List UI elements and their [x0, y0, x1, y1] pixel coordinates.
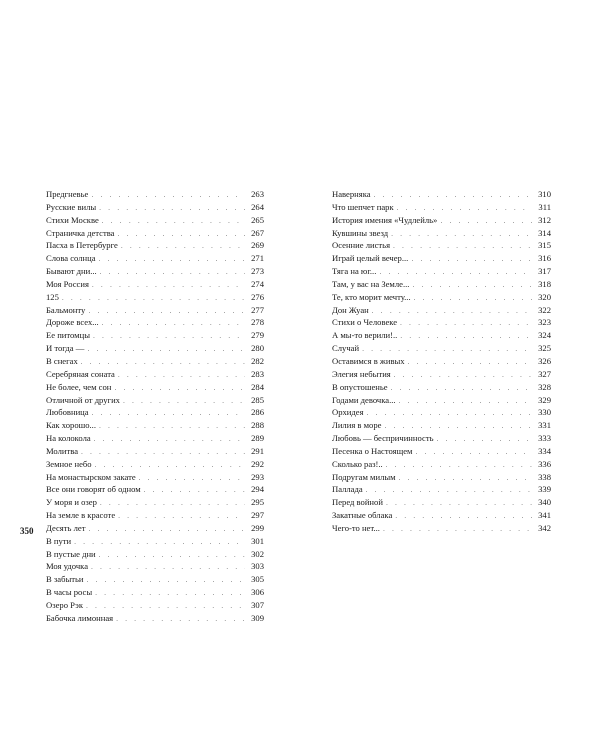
- toc-entry-page: 301: [251, 535, 264, 546]
- toc-entry-title: Дороже всех...: [46, 317, 99, 328]
- toc-entry-title: Случай: [332, 343, 360, 354]
- dot-leader: [408, 357, 532, 370]
- toc-entry-page: 306: [251, 587, 264, 598]
- toc-entry-title: Паллада: [332, 484, 363, 495]
- toc-entry: [46, 214, 264, 227]
- dot-leader: [399, 396, 532, 409]
- toc-entry-title: На земле в красоте: [46, 510, 116, 521]
- toc-entry-title: Стихи о Человеке: [332, 317, 398, 328]
- toc-entry: [332, 278, 551, 291]
- toc-entry-title: У моря и озер: [46, 497, 97, 508]
- toc-entry: [332, 419, 551, 432]
- dot-leader: [91, 562, 245, 575]
- toc-entry: [332, 432, 551, 445]
- dot-leader: [415, 447, 532, 460]
- toc-entry-title: Бывают дни...: [46, 266, 97, 277]
- toc-entry-page: 280: [251, 343, 264, 354]
- dot-leader: [99, 550, 245, 563]
- toc-entry: [46, 496, 264, 509]
- dot-leader: [114, 383, 245, 396]
- dot-leader: [102, 216, 245, 229]
- toc-entry: [332, 214, 551, 227]
- toc-entry: [332, 227, 551, 240]
- toc-entry-page: 279: [251, 330, 264, 341]
- toc-entry-title: Подругам милым: [332, 471, 396, 482]
- toc-entry-title: Серебряная соната: [46, 368, 115, 379]
- toc-entry-title: Десять лет: [46, 522, 86, 533]
- toc-entry: [332, 471, 551, 484]
- toc-entry: [332, 201, 551, 214]
- dot-leader: [437, 434, 532, 447]
- toc-entry: [46, 535, 264, 548]
- toc-entry: [46, 406, 264, 419]
- toc-entry: [332, 368, 551, 381]
- toc-entry-title: В забытьи: [46, 574, 84, 585]
- toc-entry-page: 341: [538, 510, 551, 521]
- toc-entry: [46, 432, 264, 445]
- toc-entry-page: 311: [538, 201, 551, 212]
- dot-leader: [386, 498, 532, 511]
- toc-entry: [46, 458, 264, 471]
- toc-entry-page: 288: [251, 420, 264, 431]
- toc-entry-page: 322: [538, 304, 551, 315]
- toc-entry-page: 320: [538, 291, 551, 302]
- dot-leader: [62, 293, 245, 306]
- dot-leader: [394, 370, 532, 383]
- toc-entry-page: 318: [538, 278, 551, 289]
- toc-entry-title: Отличной от других: [46, 394, 120, 405]
- dot-leader: [386, 460, 532, 473]
- toc-entry-title: Годами девочка...: [332, 394, 396, 405]
- toc-entry-title: На монастырском закате: [46, 471, 136, 482]
- toc-entry: [46, 201, 264, 214]
- toc-entry: [46, 560, 264, 573]
- toc-entry-title: Там, у вас на Земле...: [332, 278, 410, 289]
- toc-entry-page: 312: [538, 214, 551, 225]
- toc-entry-title: История имения «Чудлейль»: [332, 214, 438, 225]
- toc-entry-title: Стихи Москве: [46, 214, 99, 225]
- toc-entry: [46, 548, 264, 561]
- toc-entry-title: Орхидея: [332, 407, 364, 418]
- dot-leader: [395, 511, 532, 524]
- toc-entry: [332, 342, 551, 355]
- toc-entry-page: 292: [251, 458, 264, 469]
- toc-entry: [332, 458, 551, 471]
- toc-entry-title: Элегия небытия: [332, 368, 391, 379]
- dot-leader: [91, 190, 245, 203]
- page-number: 350: [20, 526, 34, 536]
- dot-leader: [81, 447, 245, 460]
- toc-entry-page: 274: [251, 278, 264, 289]
- toc-entry-page: 327: [538, 368, 551, 379]
- dot-leader: [367, 408, 532, 421]
- toc-entry: [46, 612, 264, 625]
- toc-entry-title: Страничка детства: [46, 227, 115, 238]
- toc-entry: [46, 599, 264, 612]
- toc-entry-title: Любовница: [46, 407, 89, 418]
- toc-entry: [332, 394, 551, 407]
- toc-entry: [46, 329, 264, 342]
- toc-entry-page: 316: [538, 253, 551, 264]
- dot-leader: [74, 537, 245, 550]
- dot-leader: [92, 280, 245, 293]
- toc-entry: [46, 291, 264, 304]
- toc-entry-page: 309: [251, 612, 264, 623]
- toc-entry-page: 283: [251, 368, 264, 379]
- toc-entry-page: 282: [251, 355, 264, 366]
- toc-entry-page: 317: [538, 266, 551, 277]
- toc-entry-page: 299: [251, 522, 264, 533]
- toc-entry: [332, 316, 551, 329]
- toc-entry: [46, 522, 264, 535]
- toc-entry-title: В опустошенье: [332, 381, 388, 392]
- toc-entry-page: 265: [251, 214, 264, 225]
- dot-leader: [414, 293, 532, 306]
- toc-entry-page: 315: [538, 240, 551, 251]
- toc-entry-title: Пасха в Петербурге: [46, 240, 118, 251]
- toc-entry: [332, 291, 551, 304]
- toc-entry-page: 286: [251, 407, 264, 418]
- toc-entry-page: 303: [251, 561, 264, 572]
- toc-entry-title: Оставимся в живых: [332, 355, 405, 366]
- toc-entry: [332, 381, 551, 394]
- toc-entry-title: А мы-то верили!..: [332, 330, 398, 341]
- toc-entry-title: Предгневье: [46, 189, 89, 199]
- dot-leader: [391, 383, 532, 396]
- toc-entry-page: 289: [251, 433, 264, 444]
- toc-entry-page: 278: [251, 317, 264, 328]
- toc-entry: [46, 316, 264, 329]
- toc-entry-title: Моя удочка: [46, 561, 89, 572]
- toc-entry: [332, 329, 551, 342]
- toc-entry-title: В часы росы: [46, 587, 93, 598]
- toc-entry-page: 267: [251, 227, 264, 238]
- toc-entry-page: 330: [538, 407, 551, 418]
- toc-entry-title: Озеро Рэк: [46, 600, 84, 610]
- toc-entry-title: В пути: [46, 535, 72, 546]
- toc-entry: [46, 483, 264, 496]
- toc-entry-title: Лилия в море: [332, 420, 382, 431]
- dot-leader: [121, 241, 245, 254]
- toc-entry-title: Кувшины звезд: [332, 227, 389, 238]
- toc-entry-page: 326: [538, 355, 551, 366]
- dot-leader: [100, 267, 245, 280]
- dot-leader: [102, 318, 245, 331]
- toc-entry-page: 336: [538, 458, 551, 469]
- dot-leader: [95, 588, 245, 601]
- dot-leader: [399, 473, 532, 486]
- dot-leader: [99, 254, 245, 267]
- toc-entry-page: 342: [538, 522, 551, 533]
- toc-entry-page: 329: [538, 394, 551, 405]
- dot-leader: [412, 280, 532, 293]
- toc-entry: [46, 368, 264, 381]
- toc-entry: [332, 483, 551, 496]
- toc-entry-page: 334: [538, 445, 551, 456]
- toc-entry: [332, 445, 551, 458]
- toc-entry: [46, 304, 264, 317]
- toc-entry-page: 294: [251, 484, 264, 495]
- toc-entry: [332, 406, 551, 419]
- toc-entry: [46, 471, 264, 484]
- toc-entry: [46, 265, 264, 278]
- toc-entry: [332, 265, 551, 278]
- toc-entry: [46, 355, 264, 368]
- toc-entry-page: 331: [538, 420, 551, 431]
- dot-leader: [411, 254, 532, 267]
- toc-entry-title: Моя Россия: [46, 278, 89, 289]
- toc-entry: [46, 239, 264, 252]
- toc-entry-title: Бабочка лимонная: [46, 612, 114, 623]
- toc-entry-page: 271: [251, 253, 264, 264]
- toc-entry-title: Закатные облака: [332, 510, 393, 521]
- toc-entry-page: 310: [538, 189, 551, 199]
- dot-leader: [139, 473, 245, 486]
- toc-entry: [46, 227, 264, 240]
- toc-entry-title: Дон Жуан: [332, 304, 369, 315]
- toc-entry-page: 269: [251, 240, 264, 251]
- toc-entry-title: Бальмонту: [46, 304, 86, 315]
- dot-leader: [93, 331, 245, 344]
- toc-entry: [46, 573, 264, 586]
- toc-entry-page: 333: [538, 433, 551, 444]
- toc-entry-title: В пустые дни: [46, 548, 96, 559]
- toc-entry: [332, 252, 551, 265]
- toc-entry-page: 324: [538, 330, 551, 341]
- toc-entry: [46, 509, 264, 522]
- dot-leader: [99, 203, 245, 216]
- toc-entry: [332, 509, 551, 522]
- toc-entry: [46, 381, 264, 394]
- dot-leader: [374, 190, 532, 203]
- dot-leader: [118, 229, 246, 242]
- toc-entry: [332, 522, 551, 535]
- toc-entry-title: Что шепчет парк: [332, 201, 394, 212]
- dot-leader: [94, 434, 245, 447]
- toc-entry-page: 339: [538, 484, 551, 495]
- toc-entry-title: Тяга на юг...: [332, 266, 377, 277]
- toc-entry-title: На колокола: [46, 433, 91, 444]
- toc-entry-title: В снегах: [46, 355, 78, 366]
- toc-entry-title: Чего-то нет...: [332, 522, 380, 533]
- toc-entry-page: 323: [538, 317, 551, 328]
- dot-leader: [400, 318, 532, 331]
- toc-entry: [46, 394, 264, 407]
- toc-entry-page: 284: [251, 381, 264, 392]
- dot-leader: [366, 485, 532, 498]
- toc-entry-title: Наверняка: [332, 189, 371, 199]
- toc-entry-page: 264: [251, 201, 264, 212]
- toc-entry-title: И тогда —: [46, 343, 85, 354]
- dot-leader: [116, 614, 245, 627]
- toc-entry-page: 340: [538, 497, 551, 508]
- toc-entry-page: 314: [538, 227, 551, 238]
- dot-leader: [87, 575, 245, 588]
- toc-entry-title: Играй целый вечер...: [332, 253, 409, 264]
- dot-leader: [88, 524, 245, 537]
- toc-entry-page: 263: [251, 189, 264, 199]
- toc-entry-title: Сколько раз!..: [332, 458, 383, 469]
- dot-leader: [100, 498, 245, 511]
- dot-leader: [118, 511, 245, 524]
- dot-leader: [92, 408, 245, 421]
- toc-entry: [46, 278, 264, 291]
- dot-leader: [99, 421, 245, 434]
- toc-entry-title: Не более, чем сон: [46, 381, 112, 392]
- toc-entry-title: Русские вилы: [46, 201, 97, 212]
- dot-leader: [440, 216, 532, 229]
- toc-entry: [332, 496, 551, 509]
- toc-entry: [46, 419, 264, 432]
- dot-leader: [383, 524, 532, 537]
- toc-entry-title: Земное небо: [46, 458, 92, 469]
- dot-leader: [123, 396, 245, 409]
- toc-entry-page: 302: [251, 548, 264, 559]
- toc-entry-page: 293: [251, 471, 264, 482]
- toc-entry: [46, 586, 264, 599]
- toc-entry: [46, 342, 264, 355]
- toc-entry-title: 125: [46, 291, 59, 302]
- toc-entry-page: 328: [538, 381, 551, 392]
- toc-entry-page: 295: [251, 497, 264, 508]
- toc-entry-page: 297: [251, 510, 264, 521]
- toc-entry-page: 307: [251, 600, 264, 610]
- toc-entry: [46, 252, 264, 265]
- dot-leader: [393, 241, 532, 254]
- toc-entry-title: Как хорошо...: [46, 420, 96, 431]
- toc-entry-page: 325: [538, 343, 551, 354]
- toc-entry-title: Ее питомцы: [46, 330, 90, 341]
- toc-entry-title: Перед войной: [332, 497, 383, 508]
- toc-entry: [332, 355, 551, 368]
- dot-leader: [400, 331, 532, 344]
- toc-entry: [46, 188, 264, 201]
- toc-entry-title: Молитва: [46, 445, 79, 456]
- toc-entry-title: Все они говорят об одном: [46, 484, 141, 495]
- toc-entry-title: Те, кто морит мечту...: [332, 291, 411, 302]
- toc-entry-page: 276: [251, 291, 264, 302]
- toc-entry-title: Песенка о Настоящем: [332, 445, 413, 456]
- toc-entry-page: 291: [251, 445, 264, 456]
- toc-entry-page: 285: [251, 394, 264, 405]
- toc-entry-title: Осенние листья: [332, 240, 391, 251]
- toc-entry: [332, 188, 551, 201]
- toc-entry-page: 273: [251, 266, 264, 277]
- toc-entry-page: 305: [251, 574, 264, 585]
- dot-leader: [144, 485, 245, 498]
- toc-entry: [332, 239, 551, 252]
- toc-entry: [46, 445, 264, 458]
- dot-leader: [391, 229, 532, 242]
- toc-entry-title: Любовь — беспричинность: [332, 433, 434, 444]
- dot-leader: [88, 306, 245, 319]
- toc-left-column: [46, 188, 264, 625]
- toc-right-column: [332, 188, 551, 535]
- dot-leader: [87, 344, 245, 357]
- toc-entry-title: Слова солнца: [46, 253, 96, 264]
- toc-entry-page: 338: [538, 471, 551, 482]
- toc-entry-page: 277: [251, 304, 264, 315]
- toc-entry: [332, 304, 551, 317]
- dot-leader: [118, 370, 245, 383]
